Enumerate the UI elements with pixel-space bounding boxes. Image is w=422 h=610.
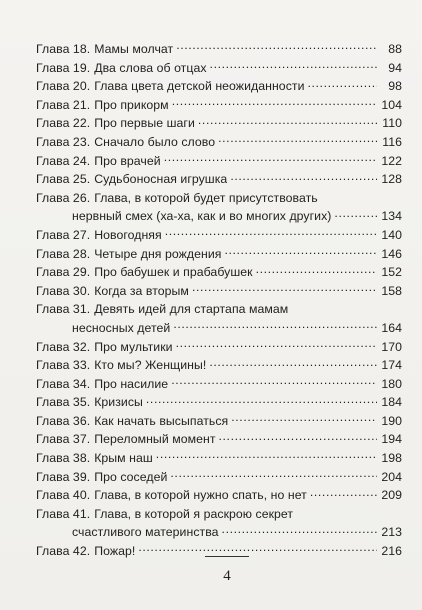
toc-entry-title-wrap <box>36 114 195 133</box>
dot-leader <box>224 245 377 257</box>
chapter-title: Пожар! <box>94 544 136 559</box>
chapter-number: Глава 20. <box>36 79 91 94</box>
chapter-title: Про насилие <box>94 376 169 391</box>
chapter-number: Глава 35. <box>36 395 91 410</box>
toc-entry-title-wrap <box>36 300 288 319</box>
chapter-title: Про врачей <box>94 153 161 168</box>
chapter-number: Глава 26. <box>36 190 91 205</box>
dot-leader <box>156 450 377 462</box>
dot-leader <box>192 282 377 294</box>
toc-entry <box>36 412 402 431</box>
toc-entry-title-wrap <box>36 40 173 59</box>
chapter-title: Мамы молчат <box>94 42 174 56</box>
chapter-title-continuation: несносных детей <box>72 320 171 335</box>
toc-entry <box>36 486 402 505</box>
toc-entry-line <box>36 77 402 96</box>
chapter-title-continuation: нервный смех (ха-ха, как и во многих других) <box>72 209 332 224</box>
chapter-number: Глава 36. <box>36 413 91 428</box>
toc-entry-line <box>36 356 402 375</box>
toc-entry <box>36 505 402 542</box>
toc-entry <box>36 59 402 78</box>
toc-entry <box>36 40 402 59</box>
chapter-number: Глава 41. <box>36 506 91 521</box>
toc-entry-title-wrap <box>36 170 227 189</box>
page-reference: 146 <box>381 246 402 261</box>
page-reference: 198 <box>381 451 402 466</box>
chapter-number: Глава 40. <box>36 488 91 503</box>
toc-entry-line <box>36 40 402 59</box>
toc-entry-title-wrap <box>36 356 206 375</box>
chapter-number: Глава 27. <box>36 227 91 242</box>
page-reference: 194 <box>381 432 402 447</box>
toc-entry-line <box>36 449 402 468</box>
chapter-number: Глава 37. <box>36 432 91 447</box>
toc-entry-line <box>36 189 402 208</box>
chapter-number: Глава 28. <box>36 246 91 261</box>
dot-leader <box>146 394 377 406</box>
chapter-title: Девять идей для стартапа мамам <box>94 302 289 317</box>
toc-entry <box>36 77 402 96</box>
page-reference: 94 <box>388 60 402 75</box>
toc-entry-line <box>36 152 402 171</box>
toc-entry-title-wrap <box>36 505 293 524</box>
chapter-number: Глава 32. <box>36 339 91 354</box>
toc-entry <box>36 338 402 357</box>
toc-entry-title-wrap <box>36 152 161 171</box>
chapter-number: Глава 21. <box>36 97 91 112</box>
dot-leader <box>170 468 377 480</box>
toc-entry-title-wrap <box>36 96 169 115</box>
toc-entry-line <box>36 226 402 245</box>
toc-entry <box>36 133 402 152</box>
chapter-title-continuation: счастливого материнства <box>72 525 219 540</box>
toc-entry-line <box>36 170 402 189</box>
dot-leader <box>334 208 377 220</box>
dot-leader <box>210 59 377 71</box>
toc-entry-line <box>36 245 402 264</box>
page-reference: 116 <box>382 134 402 149</box>
page-reference: 88 <box>388 42 402 56</box>
toc-entry-title-wrap <box>36 338 173 357</box>
dot-leader <box>231 413 377 425</box>
chapter-number: Глава 30. <box>36 283 91 298</box>
toc-entry-title-wrap <box>72 523 219 542</box>
toc-entry-title-wrap <box>36 77 305 96</box>
toc-entry-line <box>36 319 402 338</box>
toc-entry <box>36 430 402 449</box>
dot-leader <box>198 115 377 127</box>
toc-entry-line <box>36 338 402 357</box>
page-reference: 122 <box>381 153 402 168</box>
chapter-title: Крым наш <box>94 451 153 466</box>
chapter-number: Глава 33. <box>36 358 91 373</box>
chapter-title: Четыре дня рождения <box>94 246 222 261</box>
toc-entry <box>36 152 402 171</box>
toc-entry-line <box>36 393 402 412</box>
toc-entry <box>36 245 402 264</box>
chapter-number: Глава 22. <box>36 116 91 131</box>
chapter-number: Глава 24. <box>36 153 91 168</box>
page-reference: 170 <box>381 339 402 354</box>
chapter-number: Глава 18. <box>36 42 91 56</box>
chapter-title: Новогодняя <box>94 227 162 242</box>
page-reference: 98 <box>388 79 402 94</box>
toc-entry-line <box>36 133 402 152</box>
chapter-title: Глава, в которой нужно спать, но нет <box>94 488 307 503</box>
toc-entry-title-wrap <box>72 319 170 338</box>
dot-leader <box>173 320 377 332</box>
chapter-title: Переломный момент <box>94 432 216 447</box>
chapter-title: Глава цвета детской неожиданности <box>94 79 305 94</box>
toc-entry-title-wrap <box>36 449 153 468</box>
toc-entry-line <box>36 412 402 431</box>
dot-leader <box>256 264 377 276</box>
toc-entry-title-wrap <box>36 133 215 152</box>
toc-entry <box>36 393 402 412</box>
toc-entry <box>36 300 402 337</box>
dot-leader <box>138 543 377 555</box>
toc-entry-line <box>36 282 402 301</box>
toc-entry <box>36 170 402 189</box>
toc-entry-title-wrap <box>36 263 253 282</box>
toc-entry-line <box>36 114 402 133</box>
chapter-title: Кто мы? Женщины! <box>94 358 207 373</box>
page-number: 4 <box>223 568 231 584</box>
toc-entry <box>36 356 402 375</box>
dot-leader <box>165 227 377 239</box>
toc-entry-title-wrap <box>36 468 167 487</box>
chapter-title: Про первые шаги <box>94 116 195 131</box>
toc-entry <box>36 468 402 487</box>
page-reference: 204 <box>381 469 402 484</box>
chapter-title: Про прикорм <box>94 97 169 112</box>
toc-entry-title-wrap <box>36 226 162 245</box>
chapter-number: Глава 38. <box>36 451 91 466</box>
page-reference: 190 <box>381 413 402 428</box>
toc-entry-title-wrap <box>36 245 221 264</box>
toc-entry-line <box>36 375 402 394</box>
chapter-title: Как начать высыпаться <box>94 413 229 428</box>
toc-entry-line <box>36 300 402 319</box>
dot-leader <box>308 78 378 90</box>
page-reference: 158 <box>381 283 402 298</box>
toc-entry-title-wrap <box>72 207 331 226</box>
toc-entry-line <box>36 207 402 226</box>
page-reference: 174 <box>381 358 402 373</box>
page-reference: 140 <box>381 227 402 242</box>
chapter-title: Кризисы <box>94 395 143 410</box>
chapter-title: Сначало было слово <box>94 134 216 149</box>
chapter-title: Судьбоносная игрушка <box>94 172 228 187</box>
toc-entry <box>36 449 402 468</box>
chapter-title: Когда за вторым <box>94 283 189 298</box>
toc-entry-line <box>36 505 402 524</box>
toc-entry-line <box>36 263 402 282</box>
toc-entry-line <box>36 523 402 542</box>
toc-entry-title-wrap <box>36 59 207 78</box>
dot-leader <box>176 338 377 350</box>
dot-leader <box>230 171 377 183</box>
chapter-number: Глава 31. <box>36 302 91 317</box>
toc-entry <box>36 282 402 301</box>
dot-leader <box>218 134 377 146</box>
dot-leader <box>310 487 377 499</box>
toc-entry <box>36 263 402 282</box>
dot-leader <box>164 152 377 164</box>
page-reference: 184 <box>381 395 402 410</box>
dot-leader <box>172 96 377 108</box>
toc-entry <box>36 114 402 133</box>
toc-entry <box>36 189 402 226</box>
toc-entry-title-wrap <box>36 282 189 301</box>
toc-entry-title-wrap <box>36 430 216 449</box>
page-reference: 164 <box>381 320 402 335</box>
toc-entry <box>36 226 402 245</box>
toc-entry-line <box>36 486 402 505</box>
chapter-title: Про соседей <box>94 469 168 484</box>
chapter-number: Глава 42. <box>36 544 91 559</box>
dot-leader <box>176 41 377 53</box>
page-reference: 128 <box>381 172 402 187</box>
page-reference: 213 <box>381 525 402 540</box>
toc-entry-title-wrap <box>36 375 168 394</box>
toc-entry <box>36 375 402 394</box>
page-footer <box>0 556 422 596</box>
page-reference: 216 <box>381 544 402 559</box>
chapter-title: Про мультики <box>94 339 173 354</box>
page-reference: 152 <box>381 265 402 280</box>
chapter-number: Глава 34. <box>36 376 91 391</box>
dot-leader <box>209 357 377 369</box>
chapter-title: Два слова об отцах <box>94 60 207 75</box>
chapter-title: Про бабушек и прабабушек <box>94 265 253 280</box>
toc-entry-line <box>36 468 402 487</box>
chapter-title: Глава, в которой я раскрою секрет <box>94 506 294 521</box>
chapter-title: Глава, в которой будет присутствовать <box>94 190 318 205</box>
page-reference: 110 <box>382 116 402 131</box>
dot-leader <box>222 524 377 536</box>
toc-entry-title-wrap <box>36 486 307 505</box>
page-reference: 134 <box>381 209 402 224</box>
toc-entry-line <box>36 96 402 115</box>
chapter-number: Глава 39. <box>36 469 91 484</box>
page-reference: 104 <box>381 97 402 112</box>
toc-entry-title-wrap <box>36 412 228 431</box>
chapter-number: Глава 19. <box>36 60 91 75</box>
toc-entry-line <box>36 59 402 78</box>
page-reference: 180 <box>381 376 402 391</box>
dot-leader <box>219 431 377 443</box>
chapter-number: Глава 23. <box>36 134 91 149</box>
toc-entry <box>36 96 402 115</box>
toc-entry-line <box>36 430 402 449</box>
footer-rule <box>205 556 249 557</box>
table-of-contents <box>36 40 402 561</box>
page-reference: 209 <box>381 488 402 503</box>
toc-entry-title-wrap <box>36 393 143 412</box>
toc-entry-title-wrap <box>36 189 318 208</box>
dot-leader <box>171 375 377 387</box>
chapter-number: Глава 29. <box>36 265 91 280</box>
chapter-number: Глава 25. <box>36 172 91 187</box>
